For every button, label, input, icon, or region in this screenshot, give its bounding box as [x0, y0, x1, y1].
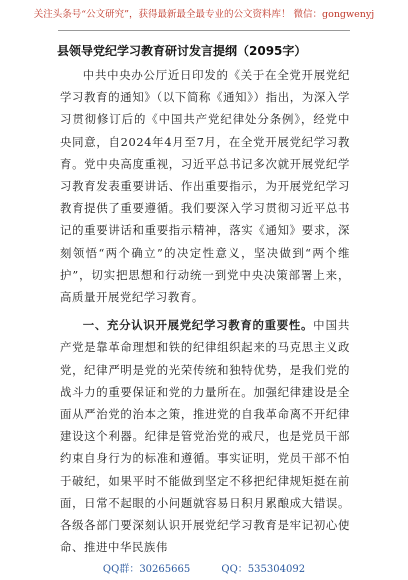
- header-divider: [58, 30, 350, 31]
- section-heading: 一、充分认识开展党纪学习教育的重要性。: [82, 318, 314, 333]
- footer-contact: [0, 560, 408, 575]
- section-text: 中国共产党是靠革命理想和铁的纪律组织起来的马克思主义政党，纪律严明是党的光荣传统和独特优势，是我们党的战斗力的重要保证和党的力量所在。加强纪律建设是全面从严治党的治本之策，推进党的自我革命离不开纪律建设这个利器。纪律是管党治党的戒尺，也是党员干部约束自身行为的标准和遵循。事实证明，党员干部不怕于破纪，如果平时不能做到坚定不移把纪律规矩挺在前面，日常不起眼的小问题就容易日积月累酿成大错误。各级各部门要深刻认识开展党纪学习教育是牢记初心使命、推进中华民族伟: [60, 318, 350, 555]
- paragraph-intro: 中共中央办公厅近日印发的《关于在全党开展党纪学习教育的通知》（以下简称《通知》）指出，为深入学习贯彻修订后的《中国共产党纪律处分条例》，经党中央同意，自2024年4月至7月，在全党开展党纪学习教育。党中央高度重视，习近平总书记多次就开展党纪学习教育发表重要讲话、作出重要指示，为开展党纪学习教育提供了重要遵循。我们要深入学习贯彻习近平总书记的重要讲话和重要指示精神，落实《通知》要求，深刻领悟“两个确立”的决定性意义，坚决做到“两个维护”，切实把思想和行动统一到党中央决策部署上来，高质量开展党纪学习教育。: [60, 68, 350, 305]
- document-body: [60, 64, 350, 558]
- paragraph-section-1: [60, 314, 350, 558]
- document-title: 县领导党纪学习教育研讨发言提纲（2095字）: [57, 44, 307, 58]
- header-banner: 关注头条号“公文研究”，获得最新最全最专业的公文资料库！ 微信：gongwenyj: [33, 9, 375, 20]
- footer-qq-group: QQ群：30265665: [102, 564, 191, 575]
- footer-qq: QQ：535304092: [221, 564, 306, 575]
